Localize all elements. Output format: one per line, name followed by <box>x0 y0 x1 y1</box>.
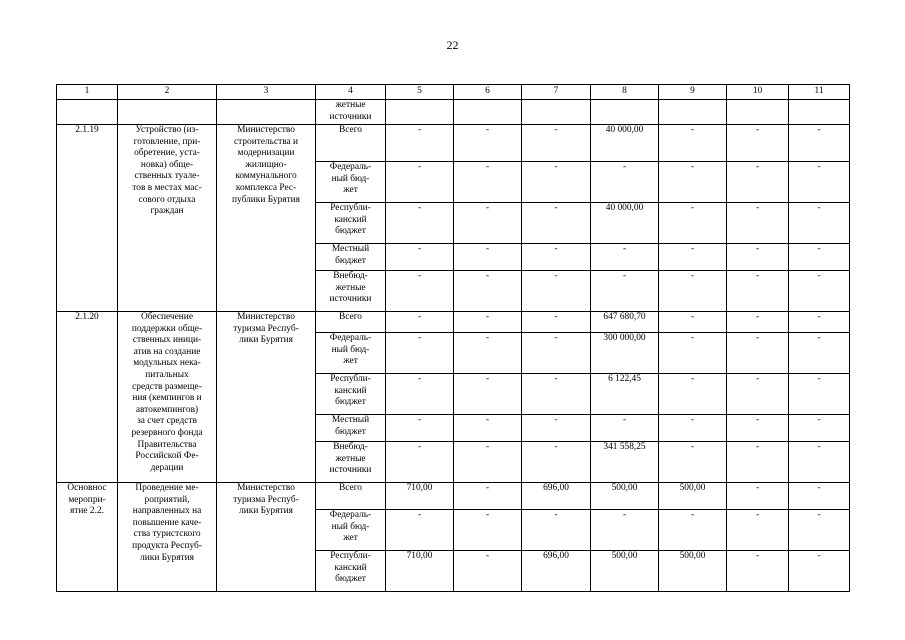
value-cell: - <box>386 415 454 442</box>
value-cell: - <box>522 244 591 271</box>
item-name: Обеспечение поддержки обще- ственных иници- атив на создание модульных нека- питальных средств размеще- ния (кемпингов и автокемпингов) за счет средств резервного фонда Правительства Российской Фе- дерации <box>118 312 217 483</box>
value-cell: - <box>454 244 522 271</box>
item-executor: Министерство туризма Респуб- лики Бурятия <box>217 483 316 592</box>
value-cell: 300 000,00 <box>591 333 659 374</box>
value-cell: - <box>727 203 789 244</box>
source-cell: Республи- канский бюджет <box>316 551 386 592</box>
item-id: 2.1.20 <box>57 312 118 483</box>
source-cell: Федераль- ный бюд- жет <box>316 510 386 551</box>
empty-cell <box>789 100 850 125</box>
value-cell: - <box>659 162 727 203</box>
value-cell: - <box>789 415 850 442</box>
value-cell: - <box>454 551 522 592</box>
value-cell: - <box>522 203 591 244</box>
value-cell: - <box>789 442 850 483</box>
column-header: 7 <box>522 85 591 100</box>
value-cell: - <box>659 125 727 162</box>
value-cell: - <box>727 442 789 483</box>
value-cell: 500,00 <box>659 551 727 592</box>
column-header: 11 <box>789 85 850 100</box>
value-cell: - <box>454 510 522 551</box>
value-cell: 40 000,00 <box>591 203 659 244</box>
item-executor: Министерство туризма Респуб- лики Бурятия <box>217 312 316 483</box>
source-cell: Всего <box>316 312 386 333</box>
table-row <box>57 483 850 510</box>
page-number: 22 <box>446 38 459 52</box>
empty-cell <box>591 100 659 125</box>
value-cell: 40 000,00 <box>591 125 659 162</box>
value-cell: - <box>386 374 454 415</box>
value-cell: - <box>454 271 522 312</box>
item-id: 2.1.19 <box>57 125 118 312</box>
column-header: 2 <box>118 85 217 100</box>
column-header: 10 <box>727 85 789 100</box>
value-cell: - <box>591 415 659 442</box>
value-cell: - <box>386 333 454 374</box>
value-cell: - <box>522 510 591 551</box>
value-cell: - <box>727 415 789 442</box>
empty-cell <box>727 100 789 125</box>
value-cell: 6 122,45 <box>591 374 659 415</box>
value-cell: 696,00 <box>522 483 591 510</box>
column-header: 9 <box>659 85 727 100</box>
value-cell: 341 558,25 <box>591 442 659 483</box>
value-cell: - <box>454 483 522 510</box>
source-cell: Местный бюджет <box>316 244 386 271</box>
value-cell: - <box>789 510 850 551</box>
value-cell: 710,00 <box>386 483 454 510</box>
value-cell: - <box>727 162 789 203</box>
source-cell: жетные источники <box>316 100 386 125</box>
item-name: Проведение ме- роприятий, направленных на повышение каче- ства туристского продукта Респуб- лики Бурятия <box>118 483 217 592</box>
source-cell: Всего <box>316 125 386 162</box>
source-cell: Местный бюджет <box>316 415 386 442</box>
value-cell: - <box>591 510 659 551</box>
value-cell: - <box>386 510 454 551</box>
value-cell: - <box>659 333 727 374</box>
value-cell: 500,00 <box>591 483 659 510</box>
value-cell: - <box>727 312 789 333</box>
column-header: 8 <box>591 85 659 100</box>
item-name: Устройство (из- готовление, при- обретение, уста- новка) обще- ственных туале- тов в местах мас- сового отдыха граждан <box>118 125 217 312</box>
value-cell: - <box>522 312 591 333</box>
value-cell: - <box>454 203 522 244</box>
empty-cell <box>522 100 591 125</box>
value-cell: - <box>591 271 659 312</box>
value-cell: - <box>727 374 789 415</box>
value-cell: - <box>659 271 727 312</box>
value-cell: - <box>454 374 522 415</box>
empty-cell <box>217 100 316 125</box>
column-header: 3 <box>217 85 316 100</box>
column-header: 1 <box>57 85 118 100</box>
empty-cell <box>386 100 454 125</box>
source-cell: Федераль- ный бюд- жет <box>316 333 386 374</box>
value-cell: - <box>659 312 727 333</box>
value-cell: - <box>454 415 522 442</box>
value-cell: - <box>789 312 850 333</box>
source-cell: Республи- канский бюджет <box>316 374 386 415</box>
value-cell: - <box>727 483 789 510</box>
value-cell: 696,00 <box>522 551 591 592</box>
value-cell: - <box>522 415 591 442</box>
value-cell: - <box>789 483 850 510</box>
empty-cell <box>454 100 522 125</box>
value-cell: - <box>727 551 789 592</box>
value-cell: - <box>659 374 727 415</box>
empty-cell <box>118 100 217 125</box>
value-cell: - <box>386 442 454 483</box>
value-cell: - <box>727 244 789 271</box>
source-cell: Республи- канский бюджет <box>316 203 386 244</box>
value-cell: - <box>727 333 789 374</box>
column-header: 4 <box>316 85 386 100</box>
value-cell: 500,00 <box>659 483 727 510</box>
value-cell: - <box>789 162 850 203</box>
value-cell: - <box>789 551 850 592</box>
source-cell: Внебюд- жетные источники <box>316 442 386 483</box>
value-cell: - <box>727 510 789 551</box>
column-header: 6 <box>454 85 522 100</box>
value-cell: - <box>727 125 789 162</box>
value-cell: - <box>789 271 850 312</box>
value-cell: 647 680,70 <box>591 312 659 333</box>
value-cell: - <box>386 162 454 203</box>
value-cell: 710,00 <box>386 551 454 592</box>
value-cell: - <box>522 271 591 312</box>
table-row <box>57 312 850 333</box>
value-cell: - <box>454 162 522 203</box>
item-executor: Министерство строительства и модернизации жилищно- коммунального комплекса Рес- публики Бурятия <box>217 125 316 312</box>
value-cell: - <box>522 333 591 374</box>
empty-cell <box>659 100 727 125</box>
value-cell: - <box>727 271 789 312</box>
value-cell: - <box>522 162 591 203</box>
source-cell: Федераль- ный бюд- жет <box>316 162 386 203</box>
value-cell: - <box>454 125 522 162</box>
value-cell: - <box>454 312 522 333</box>
column-header: 5 <box>386 85 454 100</box>
value-cell: - <box>659 442 727 483</box>
source-cell: Всего <box>316 483 386 510</box>
value-cell: - <box>789 374 850 415</box>
value-cell: - <box>386 203 454 244</box>
value-cell: - <box>789 203 850 244</box>
value-cell: - <box>522 125 591 162</box>
budget-table <box>56 84 850 592</box>
source-cell: Внебюд- жетные источники <box>316 271 386 312</box>
table-row <box>57 100 850 125</box>
value-cell: - <box>386 271 454 312</box>
value-cell: - <box>454 442 522 483</box>
table-row <box>57 125 850 162</box>
value-cell: - <box>659 510 727 551</box>
value-cell: - <box>522 442 591 483</box>
header-row <box>57 85 850 100</box>
value-cell: - <box>659 244 727 271</box>
value-cell: - <box>789 333 850 374</box>
value-cell: - <box>386 244 454 271</box>
value-cell: 500,00 <box>591 551 659 592</box>
value-cell: - <box>789 125 850 162</box>
value-cell: - <box>522 374 591 415</box>
value-cell: - <box>386 312 454 333</box>
value-cell: - <box>591 244 659 271</box>
value-cell: - <box>659 203 727 244</box>
value-cell: - <box>659 415 727 442</box>
value-cell: - <box>454 333 522 374</box>
item-id: Основнос меропри- ятие 2.2. <box>57 483 118 592</box>
value-cell: - <box>591 162 659 203</box>
value-cell: - <box>386 125 454 162</box>
value-cell: - <box>789 244 850 271</box>
empty-cell <box>57 100 118 125</box>
